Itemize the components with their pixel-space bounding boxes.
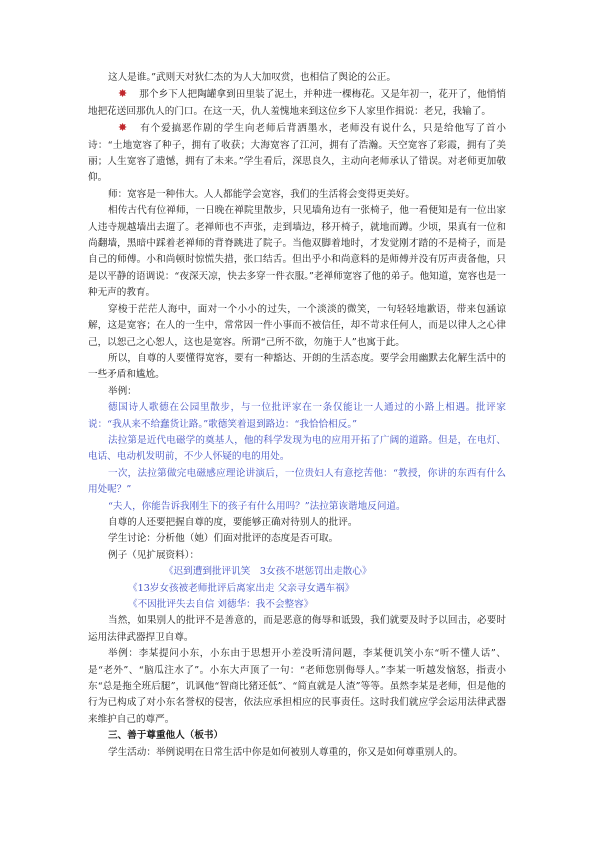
paragraph: 当然，如果别人的批评不是善意的，而是恶意的侮辱和诋毁，我们就要及时予以回击，必要时运用法律武器捍卫自尊。 (88, 615, 506, 643)
example-paragraph: 一次，法拉第做完电磁感应理论讲演后，一位贵妇人有意挖苦他：“教授，你讲的东西有什么用处呢？” (88, 467, 506, 496)
paragraph: 师：宽容是一种伟大。人人都能学会宽容，我们的生活将会变得更美好。 (108, 188, 415, 200)
reference-title: 《迟到遭到批评讥笑 3女孩不堪惩罚出走散心》 (164, 566, 372, 578)
paragraph: 所以，自尊的人要懂得宽容，要有一种豁达、开朗的生活态度。要学会用幽默去化解生活中的一些矛盾和尴尬。 (88, 352, 506, 381)
paragraph: 穿梭于茫茫人海中，面对一个小小的过失，一个淡淡的微笑，一句轻轻地歉语，带来包涵谅解，这是宽容；在人的一生中，常常因一件小事而不被信任，却不苛求任何人，而是以律人之心律己，以恕己之心恕人，这也是宽容。所谓“己所不欲，勿施于人”也寓于此。 (88, 303, 506, 348)
paragraph: 学生讨论：分析他（她）们面对批评的态度是否可取。 (108, 533, 339, 545)
bullet-paragraph (88, 120, 506, 187)
paragraph: 自尊的人还要把握自尊的度，要能够正确对待别人的批评。 (108, 516, 358, 528)
paragraph: 这人是谁。”武则天对狄仁杰的为人大加叹赏，也相信了舆论的公正。 (108, 72, 396, 83)
paragraph-text: 那个乡下人把陶罐拿到田里装了泥土，并种进一棵梅花。又是年初一，花开了，他悄悄地把花送回那仇人的门口。在这一天，仇人羞愧地来到这位乡下人家里作揖说：老兄，我输了。 (88, 89, 506, 117)
example-paragraph: 法拉第是近代电磁学的奠基人，他的科学发现为电的应用开拓了广阔的道路。但是，在电灯、电话、电动机发明前，不少人怀疑的电的用处。 (88, 434, 506, 463)
example-paragraph: “夫人，你能告诉我刚生下的孩子有什么用吗？”法拉第诙谐地反问道。 (108, 500, 406, 512)
paragraph-text: 有个爱搞恶作剧的学生向老师后背洒墨水，老师没有说什么，只是给他写了首小诗：“土地宽容了种子，拥有了收获；大海宽容了江河，拥有了浩瀚。天空宽容了彩霞，拥有了美丽；人生宽容了遗憾，拥有了未来。”学生看后，深思良久，主动向老师承认了错误。对老师更加敬仰。 (88, 123, 506, 184)
red-star-bullet-icon: ✸ (118, 87, 128, 101)
reference-title: 《13岁女孩被老师批评后离家出走 父亲寻女遇车祸》 (128, 582, 355, 594)
red-star-bullet-icon: ✸ (118, 121, 128, 135)
paragraph: 举例：李某提问小东，小东由于思想开小差没听清问题，李某便讥笑小东“听不懂人话”、是“老外”、“脑瓜注水了”。小东大声顶了一句：“老师您别侮辱人。”李某一听越发恼怒，指责小东“总是拖全班后腿”，讥讽他“智商比猪还低”、“简直就是人渣”等等。虽然李某是老师，但是他的行为已构成了对小东名誉权的侵害，依法应承担相应的民事责任。这时我们就应学会运用法律武器来维护自己的尊严。 (88, 648, 506, 725)
paragraph: 学生活动：举例说明在日常生活中你是如何被别人尊重的，你又是如何尊重别人的。 (108, 746, 463, 758)
paragraph: 相传古代有位禅师，一日晚在禅院里散步，只见墙角边有一张椅子，他一看便知是有一位出家人违寺规越墙出去遛了。老禅师也不声张，走到墙边，移开椅子，就地而蹲。少顷，果真有一位和尚翻墙，黑暗中踩着老禅师的背脊跳进了院子。当他双脚着地时，才发觉刚才踏的不是椅子，而是自己的师傅。小和尚顿时惊慌失措，张口结舌。但出乎小和尚意料的是师傅并没有厉声责备他，只是以平静的语调说：“夜深天凉，快去多穿一件衣服。”老禅师宽容了他的弟子。他知道，宽容也是一种无声的教育。 (88, 205, 506, 299)
example-paragraph: 德国诗人歌德在公园里散步，与一位批评家在一条仅能让一人通过的小路上相遇。批评家说：“我从来不给蠢货让路。”歌德笑着退到路边：“我恰恰相反。” (88, 402, 506, 430)
bullet-paragraph (88, 86, 506, 120)
paragraph: 举例： (108, 385, 137, 397)
section-heading: 三、善于尊重他人（板书） (108, 730, 224, 742)
paragraph: 例子（见扩展资料）： (108, 549, 200, 561)
reference-title: 《不因批评失去自信 刘德华：我不会整容》 (128, 599, 314, 610)
document-body (88, 70, 506, 761)
